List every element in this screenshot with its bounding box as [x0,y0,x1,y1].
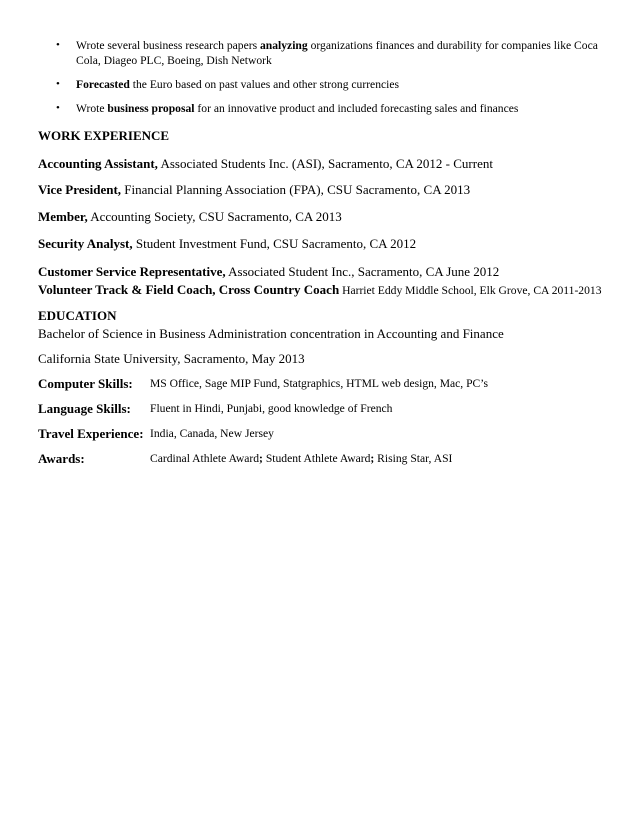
work-entry [38,156,493,172]
skill-value: Cardinal Athlete Award; Student Athlete Award; Rising Star, ASI [150,452,453,465]
skill-value: Fluent in Hindi, Punjabi, good knowledge of French [150,402,393,415]
skill-value: India, Canada, New Jersey [150,427,274,440]
work-entry-detail: Associated Student Inc., Sacramento, CA June 2012 [225,264,500,279]
work-entry-title: Member, [38,209,88,224]
work-entry-detail: Associated Students Inc. (ASI), Sacramento, CA 2012 - Current [157,156,493,171]
skill-label: Awards: [38,451,85,466]
work-entry [38,182,470,198]
work-entry [38,209,342,225]
bullet-item: • Wrote business proposal for an innovative product and included forecasting sales and finances [56,102,519,115]
bullet-icon: • [56,102,60,114]
bullet-item: • Wrote several business research papers analyzing organizations finances and durability for companies like Coca Cola, Diageo PLC, Boeing, Dish Network [56,39,598,67]
work-entry-title: Customer Service Representative, [38,264,226,279]
work-entry-title: Security Analyst, [38,236,133,251]
bullet-item: • Forecasted the Euro based on past values and other strong currencies [56,78,400,91]
work-entry-detail: Harriet Eddy Middle School, Elk Grove, CA 2011-2013 [339,284,602,297]
work-entry-title: Volunteer Track & Field Coach, Cross Country Coach [38,282,340,297]
work-entry-detail: Student Investment Fund, CSU Sacramento, CA 2012 [132,236,417,251]
skill-label: Travel Experience: [38,426,144,441]
work-entry [38,264,499,280]
work-entry-detail: Financial Planning Association (FPA), CSU Sacramento, CA 2013 [121,182,471,197]
work-entry-detail: Accounting Society, CSU Sacramento, CA 2013 [87,209,342,224]
skill-value: MS Office, Sage MIP Fund, Statgraphics, HTML web design, Mac, PC’s [150,377,489,390]
bullet-icon: • [56,39,60,51]
work-entry [38,236,416,252]
work-entry [38,282,602,298]
education-heading: EDUCATION [38,308,117,323]
work-experience-heading: WORK EXPERIENCE [38,128,170,143]
skill-label: Computer Skills: [38,376,133,391]
education-degree: Bachelor of Science in Business Administration concentration in Accounting and Finance [38,326,504,341]
bullet-icon: • [56,78,60,90]
education-school: California State University, Sacramento, May 2013 [38,351,305,366]
work-entry-title: Vice President, [38,182,122,197]
research-bullet-list [38,38,598,125]
skill-label: Language Skills: [38,401,131,416]
work-entry-title: Accounting Assistant, [38,156,158,171]
